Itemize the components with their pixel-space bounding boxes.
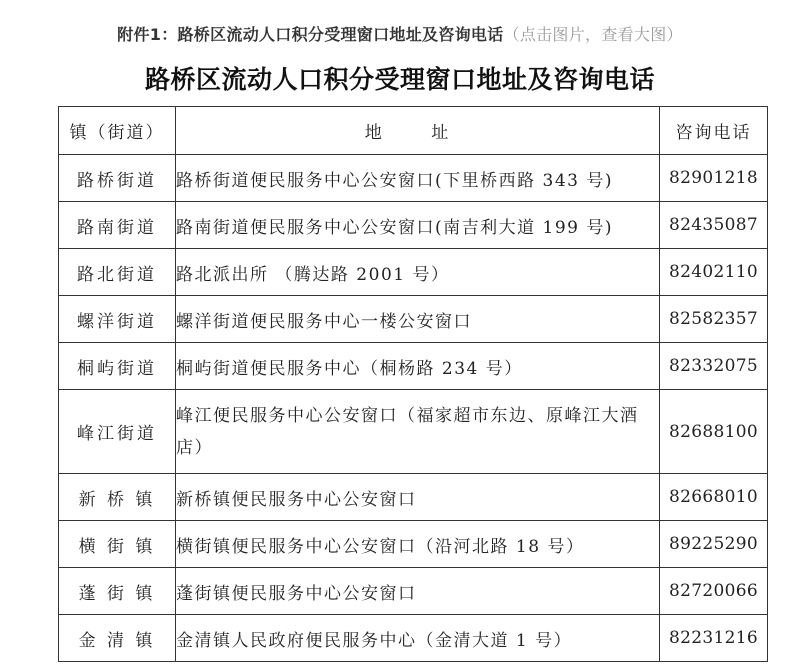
table-row [59,249,768,296]
address-cell: 金清镇人民政府便民服务中心（金清大道 1 号） [176,615,660,662]
town-cell: 路南街道 [59,202,176,249]
table-row [59,202,768,249]
phone-cell: 82688100 [660,390,768,474]
address-cell: 蓬街镇便民服务中心公安窗口 [176,568,660,615]
address-cell: 路北派出所 （腾达路 2001 号） [176,249,660,296]
address-cell: 新桥镇便民服务中心公安窗口 [176,474,660,521]
phone-cell: 82582357 [660,296,768,343]
header-phone: 咨询电话 [660,107,768,155]
phone-cell: 82402110 [660,249,768,296]
table-row [59,474,768,521]
table-row [59,343,768,390]
document-title: 路桥区流动人口积分受理窗口地址及咨询电话 [144,65,655,94]
address-cell: 横街镇便民服务中心公安窗口（沿河北路 18 号） [176,521,660,568]
town-cell: 峰江街道 [59,390,176,474]
table-row [59,568,768,615]
town-cell: 金 清 镇 [59,615,176,662]
caption-hint[interactable]: （点击图片，查看大图） [503,25,683,44]
header-address: 地 址 [176,107,660,155]
address-cell: 桐屿街道便民服务中心（桐杨路 234 号） [176,343,660,390]
header-town: 镇（街道） [59,107,176,155]
phone-cell: 82901218 [660,155,768,202]
town-cell: 蓬 街 镇 [59,568,176,615]
address-table [58,106,768,662]
caption-title: 附件1：路桥区流动人口积分受理窗口地址及咨询电话 [117,25,504,44]
phone-cell: 82435087 [660,202,768,249]
table-row [59,155,768,202]
phone-cell: 89225290 [660,521,768,568]
table-row [59,615,768,662]
address-cell: 螺洋街道便民服务中心一楼公安窗口 [176,296,660,343]
address-cell: 路南街道便民服务中心公安窗口(南吉利大道 199 号) [176,202,660,249]
town-cell: 桐屿街道 [59,343,176,390]
phone-cell: 82332075 [660,343,768,390]
table-row [59,521,768,568]
caption [0,22,800,45]
town-cell: 横 街 镇 [59,521,176,568]
town-cell: 螺洋街道 [59,296,176,343]
town-cell: 路北街道 [59,249,176,296]
phone-cell: 82231216 [660,615,768,662]
address-cell: 路桥街道便民服务中心公安窗口(下里桥西路 343 号) [176,155,660,202]
town-cell: 路桥街道 [59,155,176,202]
phone-cell: 82668010 [660,474,768,521]
table-row [59,296,768,343]
phone-cell: 82720066 [660,568,768,615]
table-row [59,390,768,474]
address-cell: 峰江便民服务中心公安窗口（福家超市东边、原峰江大酒店） [176,390,660,474]
town-cell: 新 桥 镇 [59,474,176,521]
table-header-row [59,107,768,155]
